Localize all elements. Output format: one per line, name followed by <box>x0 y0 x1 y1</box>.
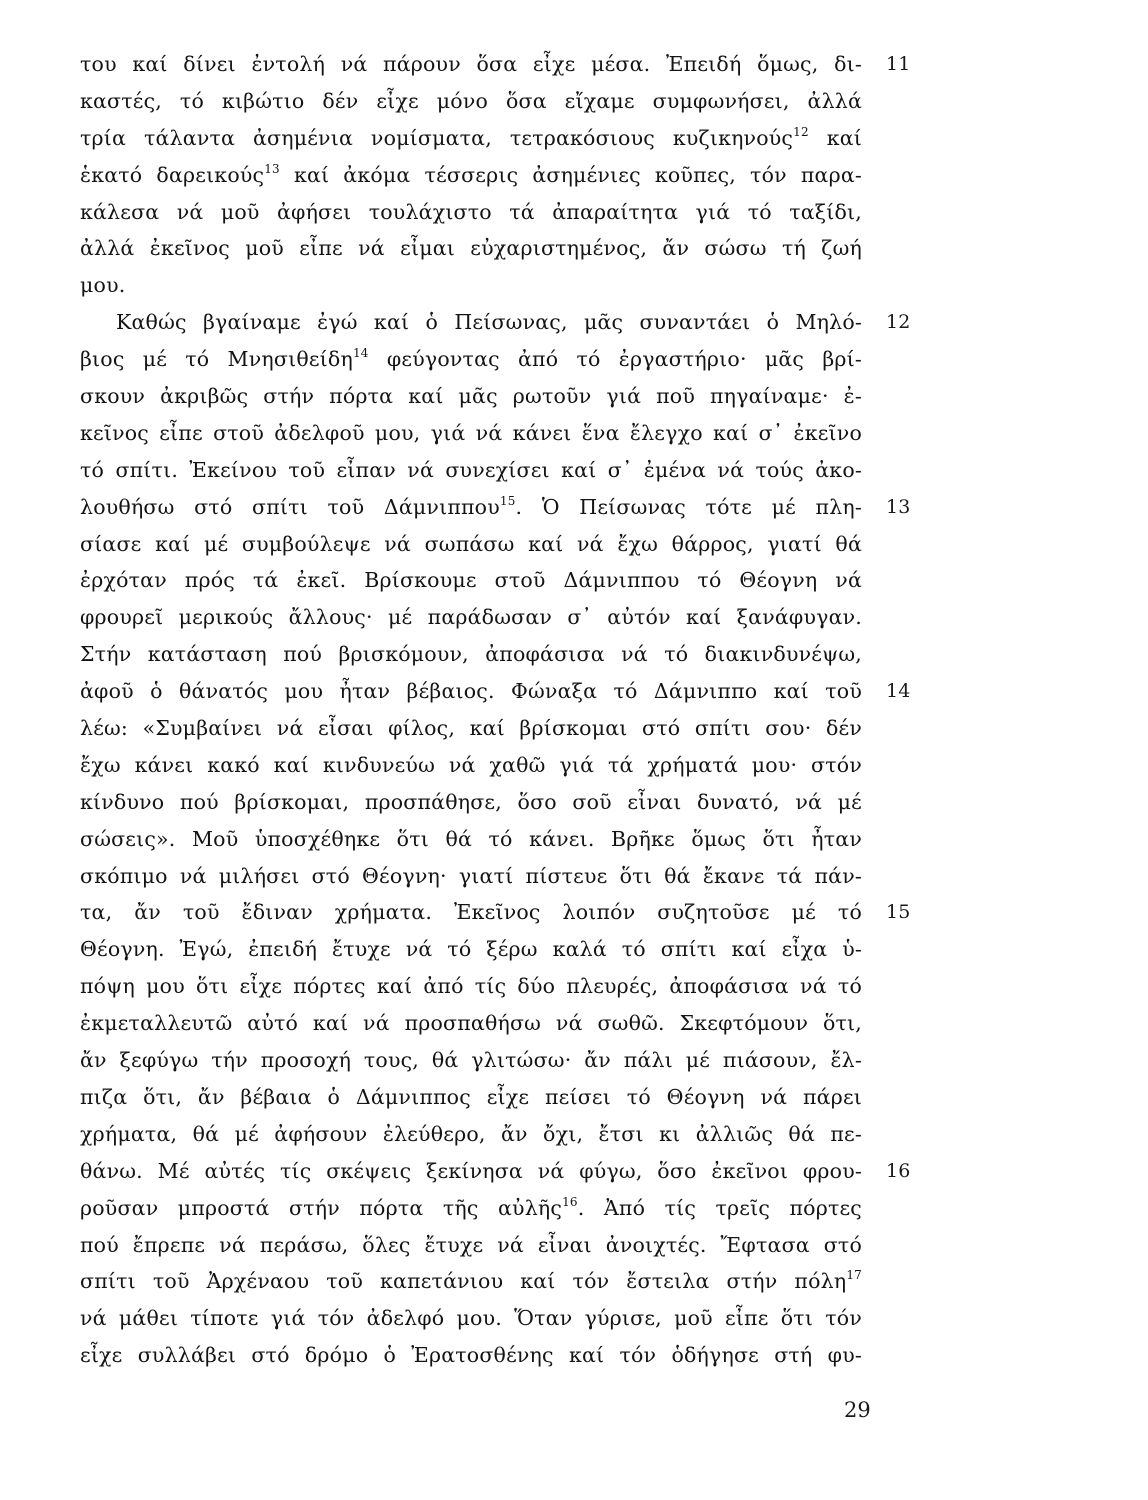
text-line <box>80 1263 862 1300</box>
text-line <box>80 304 911 341</box>
line-text: φεύγοντας ἀπό τό ἐργαστήριο· μᾶς βρί- <box>368 347 862 372</box>
line-text: πιζα ὅτι, ἄν βέβαια ὁ Δάμνιππος εἶχε πείσει τό Θέογνη νά πάρει <box>80 1084 862 1109</box>
line-text: τό σπίτι. Ἐκείνου τοῦ εἶπαν νά συνεχίσει καί σ᾿ ἐμένα νά τούς ἀκο- <box>80 457 862 482</box>
section-number: 16 <box>886 1159 911 1182</box>
line-text: πόψη μου ὅτι εἶχε πόρτες καί ἀπό τίς δύο πλευρές, ἀποφάσισα νά τό <box>80 974 862 999</box>
text-line <box>80 194 862 231</box>
line-text: σπίτι τοῦ Ἀρχέναου τοῦ καπετάνιου καί τόν ἔστειλα στήν πόλη <box>80 1269 847 1294</box>
line-text: κεῖνος εἶπε στοῦ ἀδελφοῦ μου, γιά νά κάνει ἕνα ἔλεγχο καί σ᾿ ἐκεῖνο <box>80 420 862 445</box>
section-number: 15 <box>886 901 911 924</box>
footnote-marker: 15 <box>499 493 516 508</box>
footnote-marker: 17 <box>846 1268 862 1283</box>
text-line <box>80 968 862 1005</box>
line-text: σκουν ἀκριβῶς στήν πόρτα καί μᾶς ρωτοῦν γιά ποῦ πηγαίναμε· ἐ- <box>80 384 862 409</box>
line-text: νά μάθει τίποτε γιά τόν ἀδελφό μου. Ὅταν γύρισε, μοῦ εἶπε ὅτι τόν <box>80 1306 862 1331</box>
text-line <box>80 341 862 378</box>
section-number: 14 <box>886 680 911 703</box>
text-line <box>80 378 862 415</box>
section-number: 11 <box>886 53 911 75</box>
line-text: καί ἀκόμα τέσσερις ἀσημένιες κοῦπες, τόν παρα- <box>279 162 862 187</box>
section-number: 13 <box>886 495 911 518</box>
text-line <box>80 415 862 452</box>
text-line <box>80 636 862 673</box>
footnote-marker: 13 <box>264 161 280 176</box>
footnote-marker: 12 <box>793 124 809 139</box>
line-text: κάλεσα νά μοῦ ἀφήσει τουλάχιστο τά ἀπαραίτητα γιά τό ταξίδι, <box>80 199 862 224</box>
text-line <box>80 858 862 895</box>
text-line <box>80 599 862 636</box>
text-line <box>80 1337 862 1374</box>
line-text: πού ἔπρεπε νά περάσω, ὅλες ἔτυχε νά εἶναι ἀνοιχτές. Ἔφτασα στό <box>80 1232 862 1257</box>
text-line <box>80 784 862 821</box>
section-number: 12 <box>886 311 911 334</box>
line-text: σκόπιμο νά μιλήσει στό Θέογνη· γιατί πίστευε ὅτι θά ἔκανε τά πάν- <box>80 863 862 888</box>
text-line <box>80 489 911 526</box>
line-text: ροῦσαν μπροστά στήν πόρτα τῆς αὐλῆς <box>80 1195 563 1220</box>
line-text: τρία τάλαντα ἀσημένια νομίσματα, τετρακόσιους κυζικηνούς <box>80 125 794 150</box>
line-text: ἐκμεταλλευτῶ αὐτό καί νά προσπαθήσω νά σωθῶ. Σκεφτόμουν ὅτι, <box>80 1011 862 1036</box>
line-text: θάνω. Μέ αὐτές τίς σκέψεις ξεκίνησα νά φύγω, ὅσο ἐκεῖνοι φρου- <box>80 1158 862 1183</box>
line-text: καστές, τό κιβώτιο δέν εἶχε μόνο ὅσα εἴχαμε συμφωνήσει, ἀλλά <box>80 88 862 113</box>
line-text: . Ὁ Πείσωνας τότε μέ πλη- <box>515 494 862 519</box>
line-text: Θέογνη. Ἐγώ, ἐπειδή ἔτυχε νά τό ξέρω καλά τό σπίτι καί εἶχα ὑ- <box>80 937 862 962</box>
line-text: χρήματα, θά μέ ἀφήσουν ἐλεύθερο, ἄν ὄχι, ἔτσι κι ἀλλιῶς θά πε- <box>80 1121 862 1146</box>
footnote-marker: 14 <box>352 346 369 361</box>
text-line <box>80 46 911 83</box>
line-text: σίασε καί μέ συμβούλεψε νά σωπάσω καί νά ἔχω θάρρος, γιατί θά <box>80 531 862 556</box>
line-text: ἐρχόταν πρός τά ἐκεῖ. Βρίσκουμε στοῦ Δάμνιππου τό Θέογνη νά <box>80 568 862 593</box>
line-text: Στήν κατάσταση πού βρισκόμουν, ἀποφάσισα νά τό διακινδυνέψω, <box>80 642 862 667</box>
line-text: μου. <box>80 273 126 298</box>
body-text <box>80 46 911 1374</box>
text-line <box>80 230 862 267</box>
line-text: ἄν ξεφύγω τήν προσοχή τους, θά γλιτώσω· ἄν πάλι μέ πιάσουν, ἔλ- <box>80 1048 862 1073</box>
text-line <box>80 1190 862 1227</box>
line-text: τα, ἄν τοῦ ἔδιναν χρήματα. Ἐκεῖνος λοιπόν συζητοῦσε μέ τό <box>80 900 862 925</box>
text-line <box>80 1153 911 1190</box>
text-line <box>80 821 862 858</box>
line-text: λουθήσω στό σπίτι τοῦ Δάμνιππου <box>80 494 500 519</box>
line-text: Καθώς βγαίναμε ἐγώ καί ὁ Πείσωνας, μᾶς συναντάει ὁ Μηλό- <box>116 310 862 335</box>
line-text: καί <box>808 125 862 150</box>
text-line <box>80 1005 862 1042</box>
text-line <box>80 710 862 747</box>
text-line <box>80 1227 862 1264</box>
line-text: φρουρεῖ μερικούς ἄλλους· μέ παράδωσαν σ᾿ αὐτόν καί ξανάφυγαν. <box>80 605 862 630</box>
text-line <box>80 1300 862 1337</box>
text-line <box>80 1079 862 1116</box>
line-text: ἀφοῦ ὁ θάνατός μου ἦταν βέβαιος. Φώναξα τό Δάμνιππο καί τοῦ <box>80 679 862 704</box>
text-line <box>80 931 862 968</box>
text-line <box>80 526 862 563</box>
text-line <box>80 1042 862 1079</box>
text-line <box>80 452 862 489</box>
text-line <box>80 747 862 784</box>
line-text: σώσεις». Μοῦ ὑποσχέθηκε ὅτι θά τό κάνει. Βρῆκε ὅμως ὅτι ἦταν <box>80 826 862 851</box>
text-line <box>80 83 862 120</box>
line-text: ἑκατό δαρεικούς <box>80 162 265 187</box>
footnote-marker: 16 <box>562 1194 578 1209</box>
line-text: εἶχε συλλάβει στό δρόμο ὁ Ἐρατοσθένης καί τόν ὁδήγησε στή φυ- <box>80 1343 862 1368</box>
text-line <box>80 157 862 194</box>
text-line <box>80 894 911 931</box>
page-number: 29 <box>844 1398 871 1422</box>
text-line <box>80 673 911 710</box>
text-line <box>80 120 862 157</box>
text-line <box>80 562 862 599</box>
line-text: ἔχω κάνει κακό καί κινδυνεύω νά χαθῶ γιά τά χρήματά μου· στόν <box>80 752 862 777</box>
text-line <box>80 267 862 304</box>
line-text: λέω: «Συμβαίνει νά εἶσαι φίλος, καί βρίσκομαι στό σπίτι σου· δέν <box>80 716 862 741</box>
line-text: κίνδυνο πού βρίσκομαι, προσπάθησε, ὅσο σοῦ εἶναι δυνατό, νά μέ <box>80 789 862 814</box>
line-text: ἀλλά ἐκεῖνος μοῦ εἶπε νά εἶμαι εὐχαριστημένος, ἄν σώσω τή ζωή <box>80 236 862 261</box>
line-text: του καί δίνει ἐντολή νά πάρουν ὅσα εἶχε μέσα. Ἐπειδή ὅμως, δι- <box>80 52 862 76</box>
line-text: . Ἀπό τίς τρεῖς πόρτες <box>577 1195 862 1220</box>
text-line <box>80 1116 862 1153</box>
line-text: βιος μέ τό Μνησιθείδη <box>80 347 353 372</box>
